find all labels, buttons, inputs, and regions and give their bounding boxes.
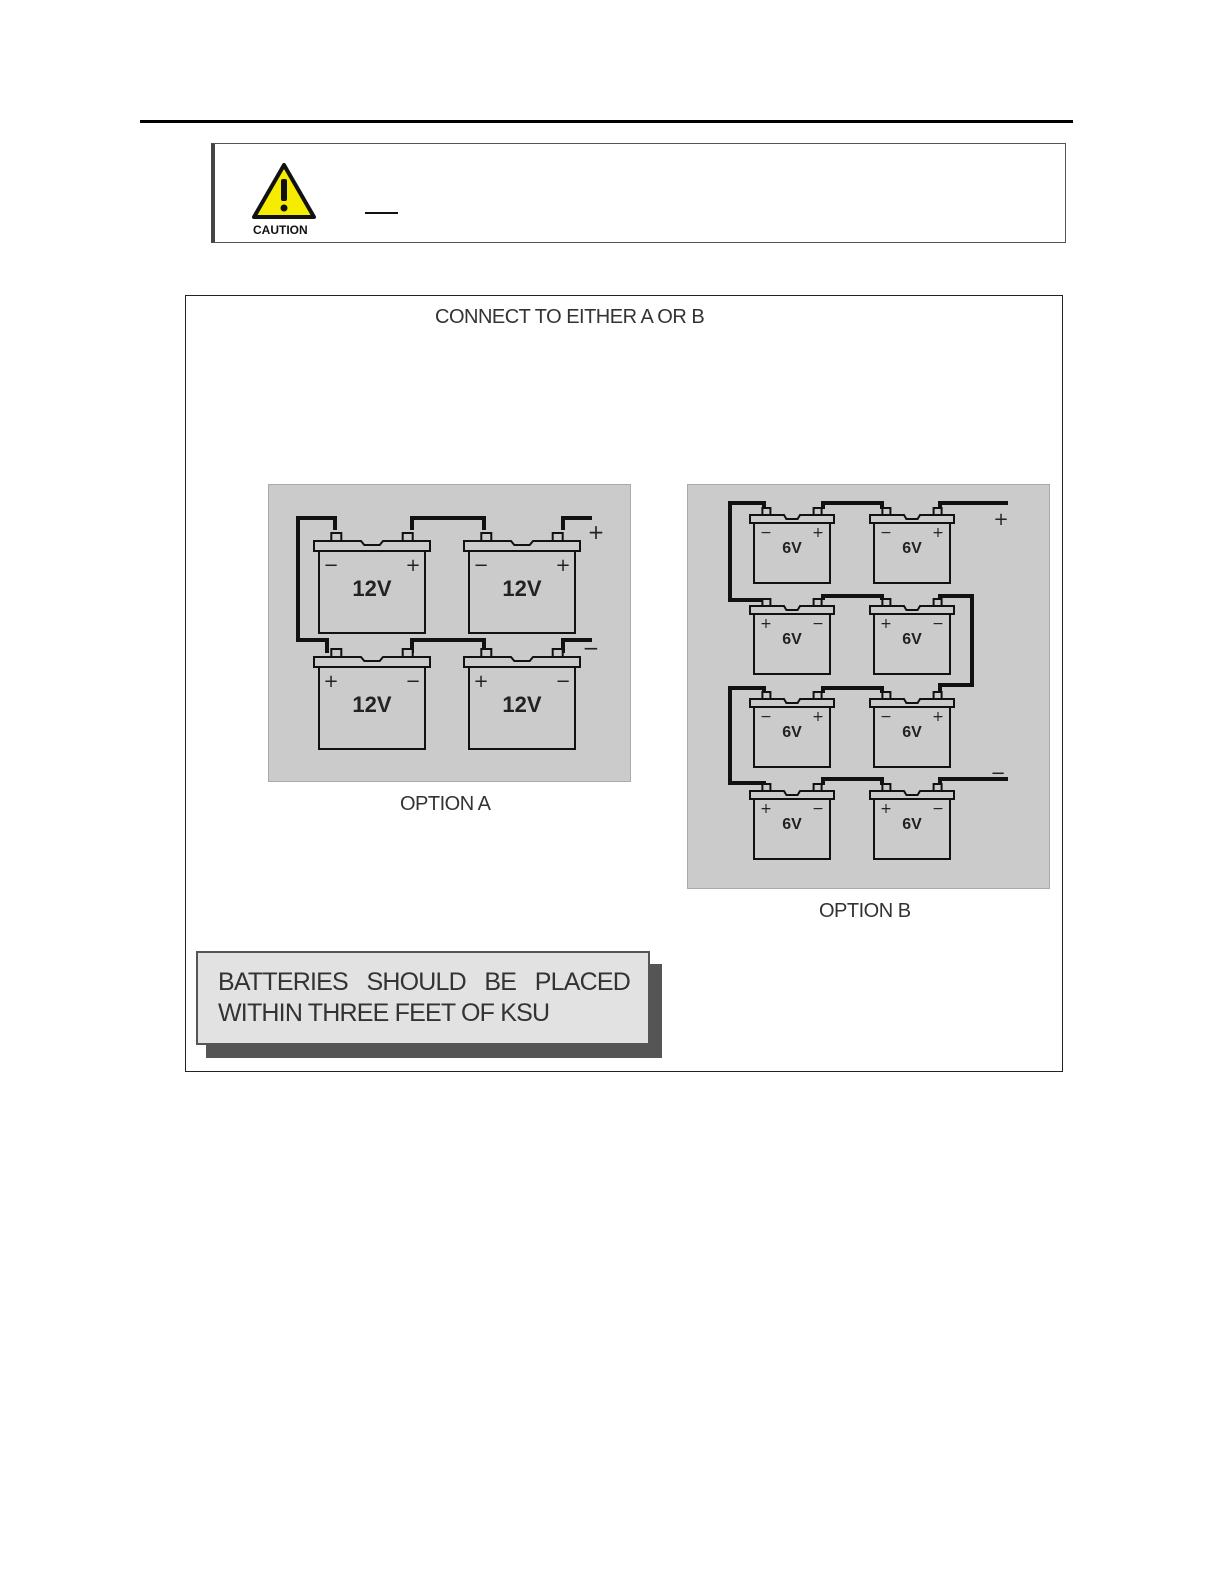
battery-terminal-sign: − bbox=[323, 555, 339, 576]
caution-underline bbox=[365, 212, 398, 214]
wire bbox=[412, 518, 484, 530]
battery bbox=[464, 649, 580, 749]
battery-terminal-sign: − bbox=[555, 671, 571, 692]
battery-terminal-sign: − bbox=[812, 801, 824, 817]
option-a-diagram bbox=[269, 485, 632, 783]
battery-terminal-sign: − bbox=[760, 709, 772, 725]
battery-terminal-sign: − bbox=[932, 616, 944, 632]
battery bbox=[870, 692, 954, 767]
battery-terminal-sign: + bbox=[932, 525, 944, 541]
battery-terminal bbox=[403, 533, 413, 541]
battery bbox=[870, 508, 954, 583]
battery-terminal-sign: + bbox=[405, 555, 421, 576]
battery-terminal bbox=[882, 508, 890, 515]
wire bbox=[823, 503, 882, 509]
option-a-panel bbox=[268, 484, 631, 782]
battery-voltage-label: 6V bbox=[902, 540, 922, 557]
battery-terminal bbox=[934, 508, 942, 515]
battery bbox=[314, 533, 430, 633]
battery-terminal-sign: + bbox=[323, 671, 339, 692]
battery-terminal bbox=[762, 599, 770, 606]
battery bbox=[464, 533, 580, 633]
battery-voltage-label: 12V bbox=[352, 692, 392, 717]
wire bbox=[412, 640, 484, 653]
option-b-label: OPTION B bbox=[819, 900, 911, 922]
battery-cap bbox=[464, 657, 580, 667]
note-line-2: WITHIN THREE FEET OF KSU bbox=[218, 999, 550, 1027]
battery-terminal bbox=[934, 599, 942, 606]
battery-terminal bbox=[814, 508, 822, 515]
option-a-label: OPTION A bbox=[400, 793, 491, 815]
battery bbox=[870, 784, 954, 859]
battery-cap bbox=[750, 515, 834, 523]
battery-terminal bbox=[814, 599, 822, 606]
battery-voltage-label: 6V bbox=[782, 816, 802, 833]
battery-terminal bbox=[481, 649, 491, 657]
battery-terminal bbox=[481, 533, 491, 541]
battery-terminal bbox=[814, 784, 822, 791]
battery-terminal-sign: + bbox=[473, 671, 489, 692]
battery-terminal bbox=[934, 784, 942, 791]
battery-voltage-label: 6V bbox=[902, 724, 922, 741]
placement-note bbox=[196, 951, 650, 1045]
wire bbox=[823, 596, 882, 600]
battery-terminal-sign: + bbox=[812, 525, 824, 541]
battery-terminal-sign: − bbox=[473, 555, 489, 576]
battery-terminal bbox=[553, 533, 563, 541]
battery-voltage-label: 12V bbox=[502, 692, 542, 717]
battery-terminal bbox=[814, 692, 822, 699]
figure-title: CONNECT TO EITHER A OR B bbox=[435, 306, 705, 328]
battery-terminal-sign: + bbox=[812, 709, 824, 725]
battery-terminal-sign: − bbox=[880, 525, 892, 541]
battery-terminal bbox=[553, 649, 563, 657]
battery-terminal-sign: − bbox=[405, 671, 421, 692]
battery-terminal bbox=[331, 649, 341, 657]
wire bbox=[823, 688, 882, 693]
battery-cap bbox=[314, 657, 430, 667]
battery-cap bbox=[750, 606, 834, 614]
battery bbox=[750, 508, 834, 583]
battery-cap bbox=[464, 541, 580, 551]
wire bbox=[823, 779, 882, 785]
battery-voltage-label: 12V bbox=[502, 576, 542, 601]
battery-cap bbox=[870, 699, 954, 707]
battery bbox=[870, 599, 954, 674]
battery-terminal-sign: − bbox=[812, 616, 824, 632]
battery-cap bbox=[314, 541, 430, 551]
battery-cap bbox=[870, 515, 954, 523]
battery-terminal bbox=[762, 508, 770, 515]
battery-voltage-label: 6V bbox=[782, 540, 802, 557]
battery-terminal bbox=[762, 784, 770, 791]
battery-cap bbox=[750, 699, 834, 707]
battery-terminal-sign: + bbox=[932, 709, 944, 725]
battery-terminal bbox=[882, 784, 890, 791]
battery-terminal bbox=[882, 692, 890, 699]
battery-terminal-sign: + bbox=[555, 555, 571, 576]
battery-terminal bbox=[403, 649, 413, 657]
note-line-1: BATTERIES SHOULD BE PLACED bbox=[218, 968, 630, 996]
battery-terminal-sign: − bbox=[932, 801, 944, 817]
battery-terminal-sign: − bbox=[760, 525, 772, 541]
battery-terminal-sign: − bbox=[880, 709, 892, 725]
battery-voltage-label: 6V bbox=[782, 631, 802, 648]
battery-terminal-sign: + bbox=[760, 801, 772, 817]
battery-cap bbox=[870, 791, 954, 799]
battery-cap bbox=[870, 606, 954, 614]
battery-voltage-label: 6V bbox=[902, 631, 922, 648]
battery bbox=[750, 692, 834, 767]
battery-voltage-label: 12V bbox=[352, 576, 392, 601]
output-positive-sign: + bbox=[993, 509, 1009, 530]
battery-terminal bbox=[762, 692, 770, 699]
battery-terminal bbox=[934, 692, 942, 699]
warning-triangle-icon bbox=[251, 162, 317, 220]
header-rule bbox=[140, 120, 1073, 123]
output-negative-sign: − bbox=[990, 763, 1006, 784]
caution-label: CAUTION bbox=[253, 223, 308, 237]
battery-terminal-sign: + bbox=[880, 616, 892, 632]
option-b-diagram bbox=[688, 485, 1051, 890]
battery-terminal-sign: + bbox=[760, 616, 772, 632]
battery bbox=[314, 649, 430, 749]
battery-voltage-label: 6V bbox=[782, 724, 802, 741]
output-positive-sign: + bbox=[587, 520, 605, 544]
battery bbox=[750, 599, 834, 674]
battery bbox=[750, 784, 834, 859]
battery-terminal bbox=[882, 599, 890, 606]
caution-box bbox=[211, 143, 1066, 243]
battery-terminal-sign: + bbox=[880, 801, 892, 817]
battery-cap bbox=[750, 791, 834, 799]
battery-wiring-figure bbox=[185, 295, 1063, 1072]
battery-voltage-label: 6V bbox=[902, 816, 922, 833]
battery-terminal bbox=[331, 533, 341, 541]
output-negative-sign: − bbox=[582, 636, 600, 660]
option-b-panel bbox=[687, 484, 1050, 889]
